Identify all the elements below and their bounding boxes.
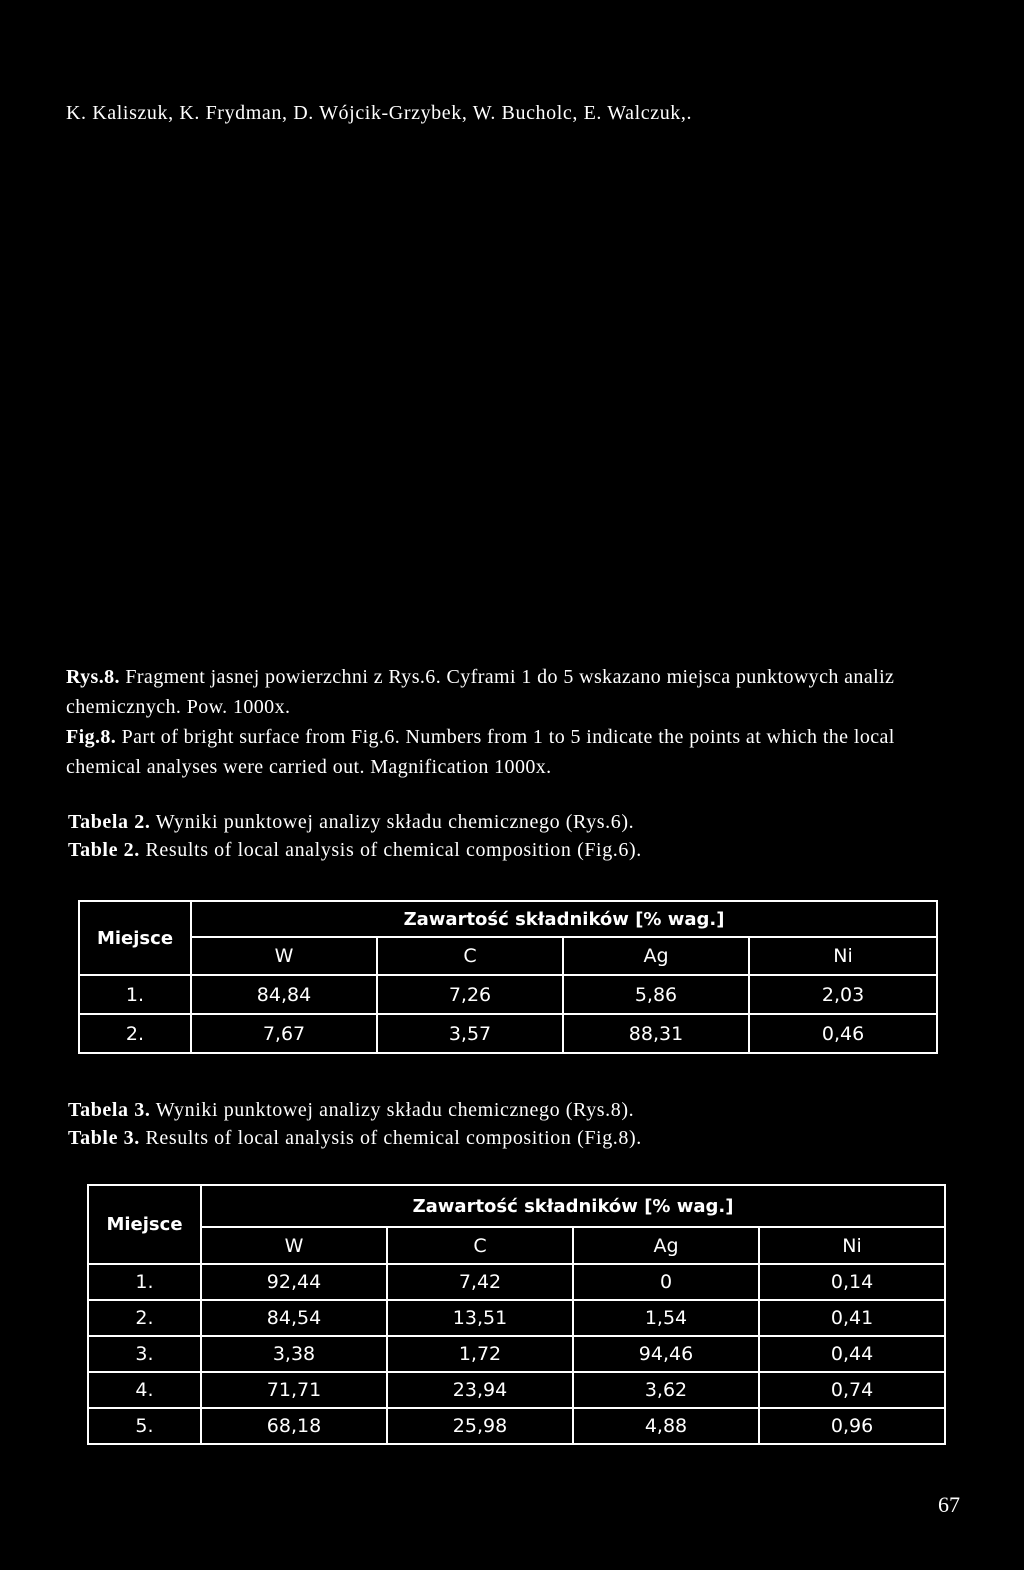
table-cell: 71,71	[201, 1372, 387, 1408]
table-header-row	[88, 1227, 945, 1264]
column-header-c: C	[377, 937, 563, 975]
table-cell: 7,67	[191, 1014, 377, 1053]
column-header-place: Miejsce	[79, 901, 191, 975]
table-cell: 0,14	[759, 1264, 945, 1300]
column-header-ni: Ni	[759, 1227, 945, 1264]
table2-caption-en-label: Table 2.	[68, 839, 140, 861]
table-cell: 5,86	[563, 975, 749, 1014]
table-cell: 7,26	[377, 975, 563, 1014]
column-header-ni: Ni	[749, 937, 937, 975]
table3-caption-pl-text: Wyniki punktowej analizy składu chemicznego (Rys.8).	[155, 1099, 635, 1121]
table-cell: 84,84	[191, 975, 377, 1014]
table2-caption-pl	[68, 808, 634, 836]
column-group-header-content: Zawartość składników [% wag.]	[201, 1185, 945, 1227]
table-cell: 0,96	[759, 1408, 945, 1444]
table2-caption-en-text: Results of local analysis of chemical composition (Fig.6).	[145, 839, 642, 861]
table-cell: 68,18	[201, 1408, 387, 1444]
table-cell: 94,46	[573, 1336, 759, 1372]
table-cell: 0,74	[759, 1372, 945, 1408]
table-row	[88, 1408, 945, 1444]
table-cell: 88,31	[563, 1014, 749, 1053]
table3-caption-en	[68, 1124, 642, 1152]
column-header-c: C	[387, 1227, 573, 1264]
table-cell: 13,51	[387, 1300, 573, 1336]
table-cell: 0,44	[759, 1336, 945, 1372]
page-number: 67	[938, 1492, 960, 1517]
column-group-header-content: Zawartość składników [% wag.]	[191, 901, 937, 937]
table-3	[87, 1184, 946, 1445]
table-cell: 2.	[79, 1014, 191, 1053]
column-header-ag: Ag	[563, 937, 749, 975]
figure-caption-pl-text: Fragment jasnej powierzchni z Rys.6. Cyframi 1 do 5 wskazano miejsca punktowych analiz chemicznych. Pow. 1000x.	[66, 666, 895, 718]
figure-caption-pl	[66, 662, 966, 722]
table-cell: 0,41	[759, 1300, 945, 1336]
table-cell: 5.	[88, 1408, 201, 1444]
table-cell: 4.	[88, 1372, 201, 1408]
figure-caption-en	[66, 722, 966, 782]
table-cell: 1,54	[573, 1300, 759, 1336]
table-cell: 2,03	[749, 975, 937, 1014]
table-cell: 1,72	[387, 1336, 573, 1372]
table-cell: 1.	[79, 975, 191, 1014]
column-header-place: Miejsce	[88, 1185, 201, 1264]
column-header-w: W	[191, 937, 377, 975]
table-row	[88, 1336, 945, 1372]
figure-caption-en-label: Fig.8.	[66, 726, 117, 748]
table-cell: 23,94	[387, 1372, 573, 1408]
table-row	[88, 1264, 945, 1300]
table2-caption-pl-text: Wyniki punktowej analizy składu chemicznego (Rys.6).	[155, 811, 635, 833]
table-cell: 92,44	[201, 1264, 387, 1300]
table-header-row	[79, 901, 937, 937]
table-cell: 25,98	[387, 1408, 573, 1444]
table-cell: 3,38	[201, 1336, 387, 1372]
table-cell: 1.	[88, 1264, 201, 1300]
table-header-row	[88, 1185, 945, 1227]
table3-caption-pl	[68, 1096, 634, 1124]
table-header-row	[79, 937, 937, 975]
table-row	[88, 1372, 945, 1408]
figure-caption-en-text: Part of bright surface from Fig.6. Numbers from 1 to 5 indicate the points at which the local chemical analyses were carried out. Magnification 1000x.	[66, 726, 895, 778]
table-2	[78, 900, 938, 1054]
table3-caption-en-text: Results of local analysis of chemical composition (Fig.8).	[145, 1127, 642, 1149]
table-cell: 84,54	[201, 1300, 387, 1336]
table-cell: 0,46	[749, 1014, 937, 1053]
table-cell: 7,42	[387, 1264, 573, 1300]
column-header-w: W	[201, 1227, 387, 1264]
table-row	[79, 1014, 937, 1053]
figure-caption-pl-label: Rys.8.	[66, 666, 120, 688]
table-cell: 4,88	[573, 1408, 759, 1444]
table2-caption-pl-label: Tabela 2.	[68, 811, 151, 833]
table3-caption-en-label: Table 3.	[68, 1127, 140, 1149]
table3-caption-pl-label: Tabela 3.	[68, 1099, 151, 1121]
table2-caption-en	[68, 836, 642, 864]
table-cell: 3,57	[377, 1014, 563, 1053]
table-row	[88, 1300, 945, 1336]
running-header-authors: K. Kaliszuk, K. Frydman, D. Wójcik-Grzybek, W. Bucholc, E. Walczuk,.	[66, 102, 693, 124]
column-header-ag: Ag	[573, 1227, 759, 1264]
figure-8-image	[66, 150, 956, 640]
table-cell: 3,62	[573, 1372, 759, 1408]
table-row	[79, 975, 937, 1014]
table-cell: 0	[573, 1264, 759, 1300]
table-cell: 3.	[88, 1336, 201, 1372]
table-cell: 2.	[88, 1300, 201, 1336]
